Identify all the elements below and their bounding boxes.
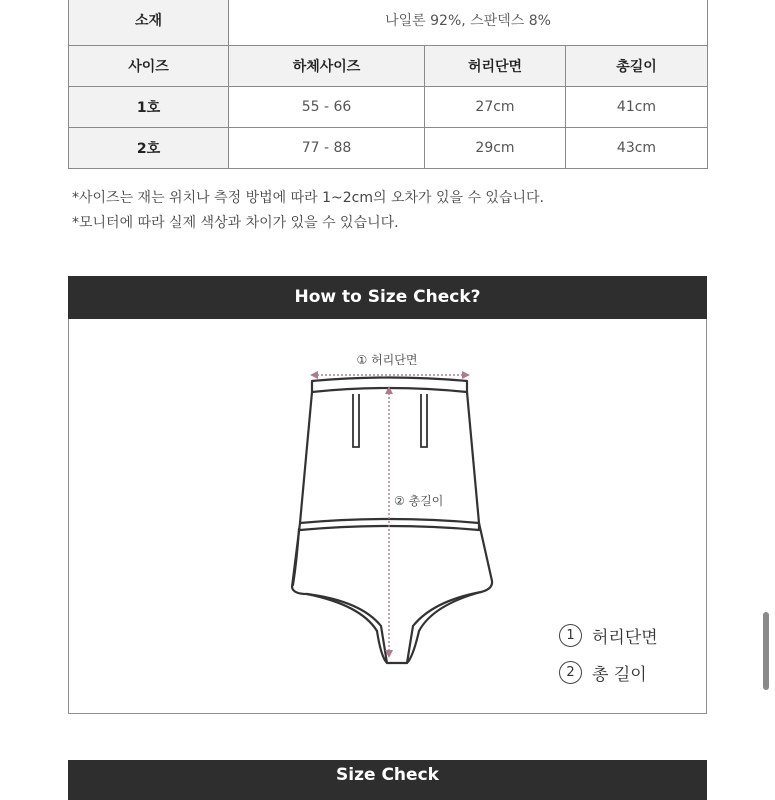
header-body-size: 하체사이즈 [229, 46, 425, 87]
panel-seams [353, 394, 427, 447]
garment-outline [292, 378, 492, 664]
header-waist: 허리단면 [425, 46, 566, 87]
material-value-cell: 나일론 92%, 스판덱스 8% [229, 0, 708, 46]
waist-cell: 27cm [425, 87, 566, 128]
size-notes [72, 186, 544, 236]
diagram-label-waist: ① 허리단면 [356, 353, 418, 367]
size-cell: 2호 [69, 128, 229, 169]
how-to-size-check-header: How to Size Check? [68, 276, 707, 319]
length-measure-arrow [385, 386, 393, 658]
size-check-header: Size Check [68, 760, 707, 800]
legend-item-waist [559, 617, 658, 654]
header-total-length: 총길이 [566, 46, 708, 87]
how-to-size-check-panel [68, 319, 707, 714]
legend-text-length: 총 길이 [592, 665, 647, 685]
table-row-material [69, 0, 708, 46]
table-row [69, 128, 708, 169]
body-size-cell: 55 - 66 [229, 87, 425, 128]
size-cell: 1호 [69, 87, 229, 128]
diagram-label-length: ② 총길이 [394, 494, 444, 508]
header-size: 사이즈 [69, 46, 229, 87]
page-scrollbar[interactable] [763, 612, 769, 690]
measure-legend [559, 617, 658, 691]
legend-item-length [559, 654, 658, 691]
body-size-cell: 77 - 88 [229, 128, 425, 169]
length-cell: 43cm [566, 128, 708, 169]
table-header-row [69, 46, 708, 87]
note-monitor-color: *모니터에 따라 실제 색상과 차이가 있을 수 있습니다. [72, 215, 399, 231]
length-cell: 41cm [566, 87, 708, 128]
note-measurement-error: *사이즈는 재는 위치나 측정 방법에 따라 1~2cm의 오차가 있을 수 있습니다. [72, 190, 544, 206]
size-spec-table [68, 0, 708, 169]
table-row [69, 87, 708, 128]
legend-number-1: 1 [559, 624, 582, 647]
waist-cell: 29cm [425, 128, 566, 169]
legend-text-waist: 허리단면 [592, 628, 658, 648]
material-label-cell: 소재 [69, 0, 229, 46]
legend-number-2: 2 [559, 661, 582, 684]
